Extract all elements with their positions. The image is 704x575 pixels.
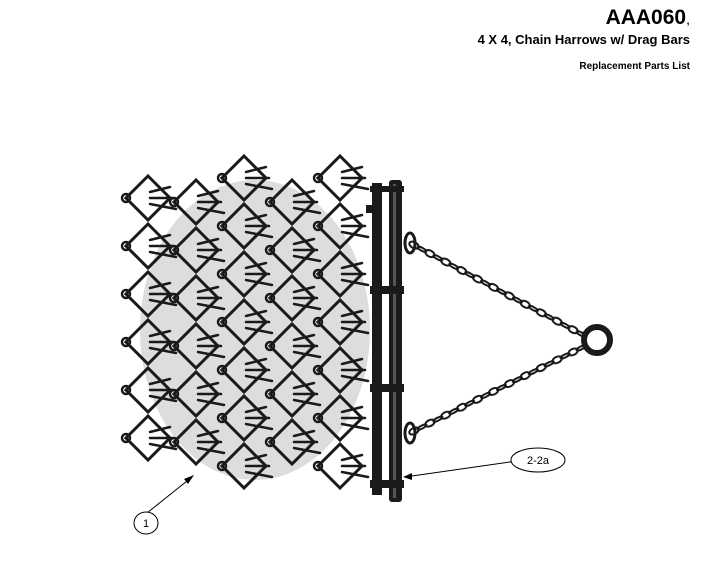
callout-2-2a (403, 448, 565, 480)
tow-ring (584, 327, 610, 353)
model-suffix: , (686, 11, 690, 27)
model-code: AAA060 (605, 6, 687, 29)
product-name: Chain Harrows w/ Drag Bars (515, 32, 690, 47)
callout-1-leader (147, 477, 192, 513)
drag-bar (366, 180, 404, 502)
callout-2-label: 2-2a (526, 455, 550, 467)
pull-chains (405, 233, 586, 443)
callout-2-leader (405, 461, 517, 477)
callout-2-arrowhead (403, 473, 412, 480)
parts-list-heading: Replacement Parts List (579, 61, 690, 72)
callout-1-label: 1 (142, 518, 150, 530)
product-size: 4 X 4, (477, 32, 512, 47)
callout-1 (134, 475, 194, 534)
